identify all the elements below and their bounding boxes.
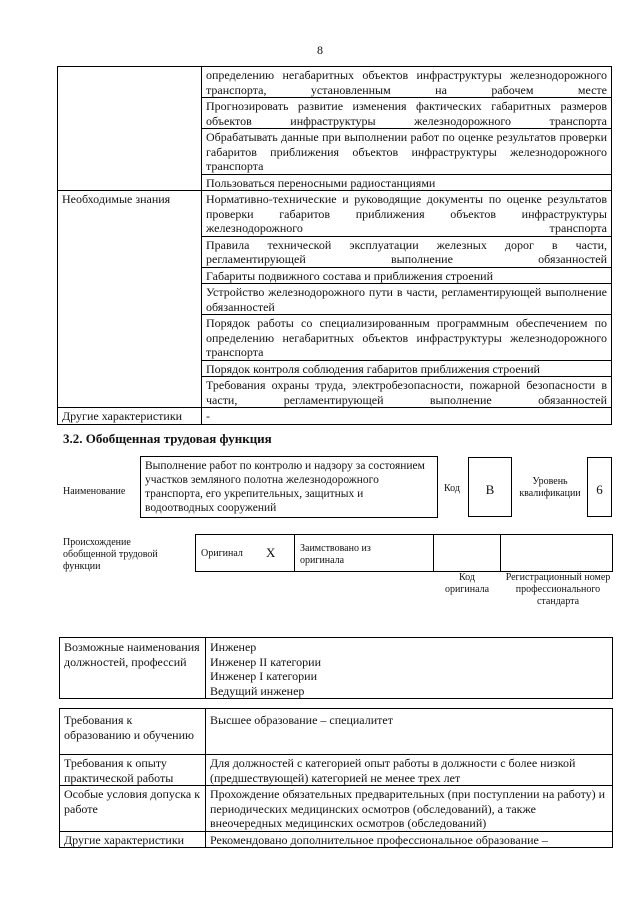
requirement-value: Прохождение обязательных предварительных (при поступлении на работу) и периодических медицинских осмотров (обследований), а также внеочередных медицинских осмотров (обследований) bbox=[206, 786, 613, 832]
name-label: Наименование bbox=[63, 486, 126, 497]
reg-number-caption: Регистрационный номер профессионального стандарта bbox=[505, 572, 611, 607]
skill-item: Пользоваться переносными радиостанциями bbox=[202, 174, 612, 191]
knowledge-item: Нормативно-технические и руководящие документы по оценке результатов проверки габаритов приближения объектов инфраструктуры железнодорожного транспорта bbox=[202, 191, 612, 237]
list-item: Инженер I категории bbox=[210, 669, 317, 683]
borrowed-label: Заимствовано из оригинала bbox=[300, 543, 371, 566]
skills-knowledge-table bbox=[57, 66, 612, 425]
knowledge-item: Порядок контроля соблюдения габаритов приближения строений bbox=[202, 360, 612, 377]
requirement-label: Требования к опыту практической работы bbox=[60, 755, 206, 786]
list-item: Ведущий инженер bbox=[210, 683, 305, 698]
level-value: 6 bbox=[596, 482, 603, 497]
list-item: Инженер II категории bbox=[210, 654, 321, 669]
divider bbox=[433, 535, 434, 571]
original-mark: X bbox=[266, 545, 276, 560]
skill-item: Обрабатывать данные при выполнении работ по оценке результатов проверки габаритов приближения объектов инфраструктуры железнодорожного транспорта bbox=[202, 129, 612, 175]
requirements-table bbox=[59, 708, 613, 848]
knowledge-item: Требования охраны труда, электробезопасности, пожарной безопасности в части, регламентирующей выполнение обязанностей bbox=[202, 377, 612, 408]
list-item: Инженер bbox=[210, 640, 257, 654]
skill-item: Прогнозировать развитие изменения фактических габаритных размеров объектов инфраструктуры железнодорожного транспорта bbox=[202, 98, 612, 129]
skill-item: определению негабаритных объектов инфраструктуры железнодорожного транспорта, установленным на рабочем месте bbox=[202, 67, 612, 98]
code-box bbox=[468, 457, 512, 517]
page-number: 8 bbox=[317, 43, 323, 57]
requirement-label: Другие характеристики bbox=[60, 831, 206, 848]
knowledge-item: Устройство железнодорожного пути в части, регламентирующей выполнение обязанностей bbox=[202, 284, 612, 315]
origin-row bbox=[195, 534, 613, 572]
divider bbox=[500, 535, 501, 571]
section-heading: 3.2. Обобщенная трудовая функция bbox=[63, 431, 272, 446]
knowledge-item: Габариты подвижного состава и приближения строений bbox=[202, 267, 612, 284]
positions-list bbox=[206, 638, 613, 699]
function-name-box bbox=[140, 456, 438, 518]
code-original-caption: Код оригинала bbox=[444, 572, 490, 595]
level-label: Уровень квалификации bbox=[519, 476, 581, 499]
original-label: Оригинал bbox=[201, 548, 243, 559]
table-cell-empty bbox=[58, 67, 202, 191]
knowledge-label: Необходимые знания bbox=[58, 191, 202, 408]
origin-label: Происхождение обобщенной трудовой функции bbox=[63, 537, 158, 572]
other-characteristics-label: Другие характеристики bbox=[58, 408, 202, 425]
code-label: Код bbox=[444, 483, 460, 494]
knowledge-item: Порядок работы со специализированным программным обеспечением по определению негабаритных объектов инфраструктуры железнодорожного транспорта bbox=[202, 315, 612, 361]
divider bbox=[294, 535, 295, 571]
positions-label: Возможные наименования должностей, профессий bbox=[60, 638, 206, 699]
requirement-value: Высшее образование – специалитет bbox=[206, 709, 613, 755]
requirement-label: Требования к образованию и обучению bbox=[60, 709, 206, 755]
knowledge-item: Правила технической эксплуатации железных дорог в части, регламентирующей выполнение обязанностей bbox=[202, 236, 612, 267]
other-characteristics-value: - bbox=[202, 408, 612, 425]
function-name: Выполнение работ по контролю и надзору за состоянием участков земляного полотна железнодорожного транспорта, его укрепительных, защитных и водоотводных сооружений bbox=[145, 460, 425, 514]
level-box bbox=[587, 457, 612, 517]
requirement-value: Для должностей с категорией опыт работы в должности с более низкой (предшествующей) категорией не менее трех лет bbox=[206, 755, 613, 786]
requirement-value: Рекомендовано дополнительное профессиональное образование – bbox=[206, 831, 613, 848]
requirement-label: Особые условия допуска к работе bbox=[60, 786, 206, 832]
positions-table bbox=[59, 637, 613, 699]
code-value: В bbox=[485, 482, 495, 497]
